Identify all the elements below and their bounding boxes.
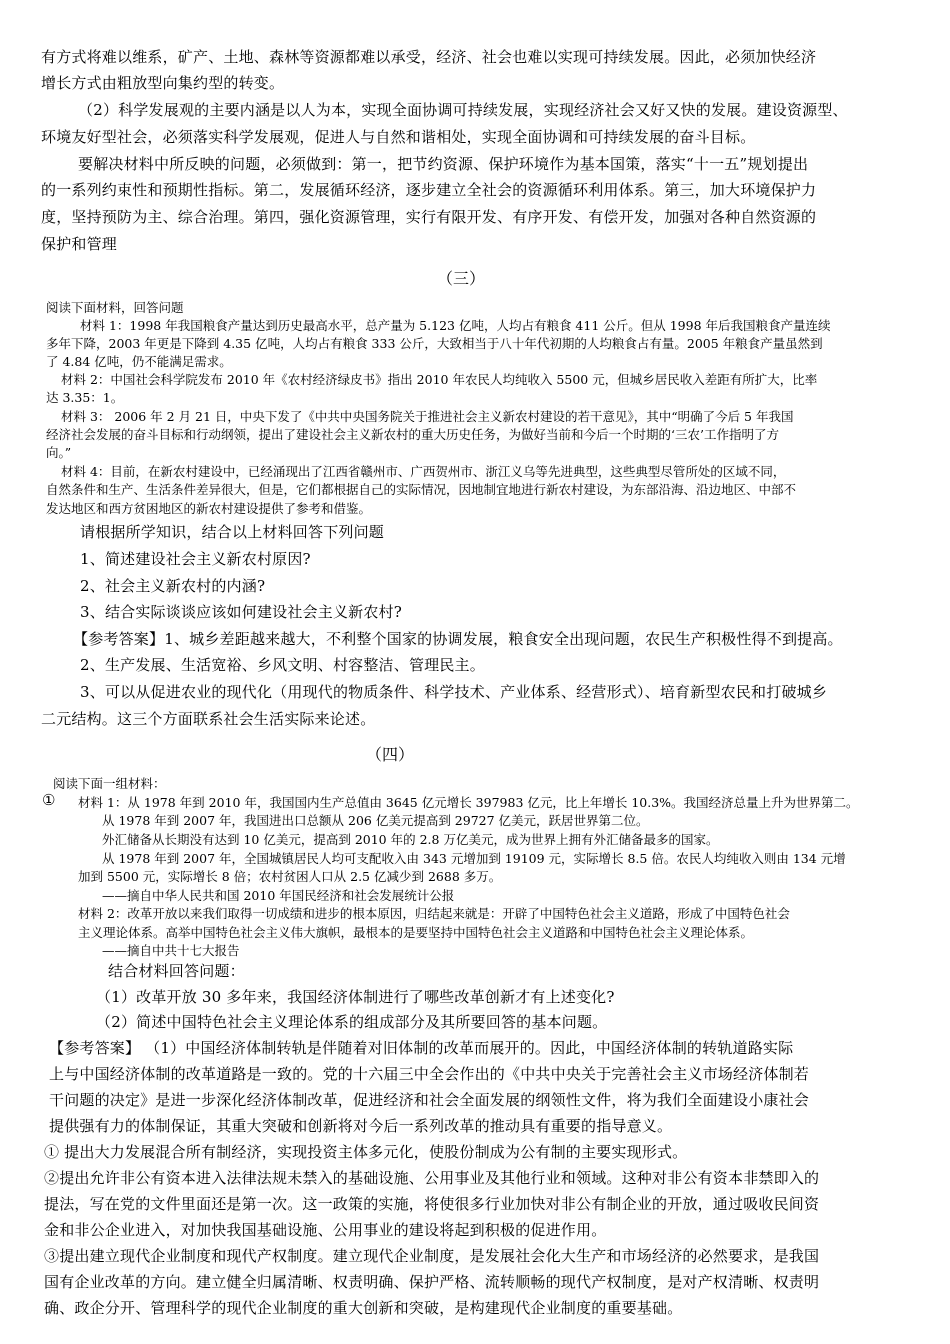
answer-line: 干问题的决定》是进一步深化经济体制改革，促进经济和社会全面发展的纲领性文件，将为我们全面建设小康社会 xyxy=(49,1091,810,1109)
material-line: 多年下降，2003 年更是下降到 4.35 亿吨，人均占有粮食 333 公斤，大致相当于八十年代初期的人均粮食占有量。2005 年粮食产量虽然到 xyxy=(46,336,823,351)
material-line: 经济社会发展的奋斗目标和行动纲领，提出了建设社会主义新农村的重大历史任务，为做好当前和今后一个时期的‘三农’工作指明了方 xyxy=(46,427,779,442)
answer-line: 提供强有力的体制保证，其重大突破和创新将对今后一系列改革的推动具有重要的指导意义。 xyxy=(49,1117,673,1135)
paragraph-line: 增长方式由粗放型向集约型的转变。 xyxy=(41,74,285,92)
answer-point: 确、政企分开、管理科学的现代企业制度的重大创新和突破，是构建现代企业制度的重要基础。 xyxy=(44,1299,683,1317)
material-line: 材料 1：1998 年我国粮食产量达到历史最高水平，总产量为 5.123 亿吨，人均占有粮食 411 公斤。但从 1998 年后我国粮食产量连续 xyxy=(80,318,831,333)
question-prompt: 结合材料回答问题： xyxy=(108,962,245,980)
circled-number: ① xyxy=(42,791,56,809)
answer-line: 2、生产发展、生活宽裕、乡风文明、村容整洁、管理民主。 xyxy=(80,656,485,674)
material-line: 从 1978 年到 2007 年，全国城镇居民人均可支配收入由 343 元增加到 19109 元，实际增长 8.5 倍。农民人均纯收入则由 134 元增 xyxy=(102,851,846,866)
material-line: 加到 5500 元，实际增长 8 倍；农村贫困人口从 2.5 亿减少到 2688 多万。 xyxy=(78,869,502,884)
paragraph-line: 要解决材料中所反映的问题，必须做到：第一，把节约资源、保护环境作为基本国策，落实“十一五”规划提出 xyxy=(78,155,809,173)
question-item: 3、结合实际谈谈应该如何建设社会主义新农村? xyxy=(80,603,402,621)
question-item: （2）简述中国特色社会主义理论体系的组成部分及其所要回答的基本问题。 xyxy=(96,1013,608,1031)
paragraph-line: 有方式将难以维系，矿产、土地、森林等资源都难以承受，经济、社会也难以实现可持续发展。因此，必须加快经济 xyxy=(41,48,817,66)
answer-line: 二元结构。这三个方面联系社会生活实际来论述。 xyxy=(41,710,376,728)
answer-point: 国有企业改革的方向。建立健全归属清晰、权责明确、保护严格、流转顺畅的现代产权制度，是对产权清晰、权责明 xyxy=(44,1273,820,1291)
answer-line: 【参考答案】 （1）中国经济体制转轨是伴随着对旧体制的改革而展开的。因此，中国经济体制的转轨道路实际 xyxy=(49,1039,794,1057)
answer-line: 【参考答案】1、城乡差距越来越大，不利整个国家的协调发展，粮食安全出现问题，农民生产积极性得不到提高。 xyxy=(73,630,843,648)
question-item: （1）改革开放 30 多年来，我国经济体制进行了哪些改革创新才有上述变化? xyxy=(96,988,615,1006)
source-line: ——摘自中共十七大报告 xyxy=(102,943,240,958)
answer-point: 金和非公企业进入，对加快我国基础设施、公用事业的建设将起到积极的促进作用。 xyxy=(44,1221,607,1239)
material-line: 材料 3： 2006 年 2 月 21 日，中央下发了《中共中央国务院关于推进社会主义新农村建设的若干意见》，其中“明确了今后 5 年我国 xyxy=(61,409,794,424)
question-prompt: 请根据所学知识，结合以上材料回答下列问题 xyxy=(80,523,385,541)
material-line: 材料 4：目前，在新农村建设中，已经涌现出了江西省赣州市、广西贺州市、浙江义乌等先进典型，这些典型尽管所处的区域不同， xyxy=(61,464,786,479)
material-line: 了 4.84 亿吨，仍不能满足需求。 xyxy=(46,354,232,369)
answer-point: ① 提出大力发展混合所有制经济，实现投资主体多元化，使股份制成为公有制的主要实现形式。 xyxy=(44,1143,688,1161)
material-line: 材料 2：改革开放以来我们取得一切成绩和进步的根本原因，归结起来就是：开辟了中国特色社会主义道路，形成了中国特色社会 xyxy=(78,906,790,921)
source-line: ——摘自中华人民共和国 2010 年国民经济和社会发展统计公报 xyxy=(102,888,455,903)
answer-point: ②提出允许非公有资本进入法律法规未禁入的基础设施、公用事业及其他行业和领域。这种对非公有资本非禁即入的 xyxy=(44,1169,820,1187)
paragraph-line: 环境友好型社会，必须落实科学发展观，促进人与自然和谐相处，实现全面协调和可持续发展的奋斗目标。 xyxy=(41,128,756,146)
paragraph-line: 度，坚持预防为主、综合治理。第四，强化资源管理，实行有限开发、有序开发、有偿开发，加强对各种自然资源的 xyxy=(41,208,817,226)
answer-line: 上与中国经济体制的改革道路是一致的。党的十六届三中全会作出的《中共中央关于完善社会主义市场经济体制若 xyxy=(49,1065,810,1083)
material-line: 达 3.35：1。 xyxy=(46,390,124,405)
question-item: 2、社会主义新农村的内涵? xyxy=(80,577,266,595)
material-line: 发达地区和西方贫困地区的新农村建设提供了参考和借鉴。 xyxy=(46,501,372,516)
material-line: 主义理论体系。高举中国特色社会主义伟大旗帜，最根本的是要坚持中国特色社会主义道路和中国特色社会主义理论体系。 xyxy=(78,925,754,940)
material-line: 外汇储备从长期没有达到 10 亿美元，提高到 2010 年的 2.8 万亿美元，成为世界上拥有外汇储备最多的国家。 xyxy=(102,832,719,847)
paragraph-line: （2）科学发展观的主要内涵是以人为本，实现全面协调可持续发展，实现经济社会又好又快的发展。建设资源型、 xyxy=(78,101,848,119)
paragraph-line: 保护和管理 xyxy=(41,235,118,253)
paragraph-line: 的一系列约束性和预期性指标。第二，发展循环经济，逐步建立全社会的资源循环利用体系。第三，加大环境保护力 xyxy=(41,181,817,199)
answer-line: 3、可以从促进农业的现代化（用现代的物质条件、科学技术、产业体系、经营形式）、培育新型农民和打破城乡 xyxy=(80,683,828,701)
answer-point: ③提出建立现代企业制度和现代产权制度。建立现代企业制度，是发展社会化大生产和市场经济的必然要求，是我国 xyxy=(44,1247,820,1265)
question-item: 1、简述建设社会主义新农村原因? xyxy=(80,550,311,568)
intro-text: 阅读下面一组材料： xyxy=(53,776,166,791)
intro-text: 阅读下面材料，回答问题 xyxy=(46,300,184,315)
material-line: 向。” xyxy=(46,445,72,460)
material-line: 材料 2：中国社会科学院发布 2010 年《农村经济绿皮书》指出 2010 年农民人均纯收入 5500 元，但城乡居民收入差距有所扩大，比率 xyxy=(61,372,818,387)
section-heading: （四） xyxy=(366,745,415,764)
material-line: 从 1978 年到 2007 年，我国进出口总额从 206 亿美元提高到 29727 亿美元，跃居世界第二位。 xyxy=(102,813,649,828)
material-line: 材料 1：从 1978 年到 2010 年，我国国内生产总值由 3645 亿元增长 397983 亿元，比上年增长 10.3%。我国经济总量上升为世界第二。 xyxy=(78,795,859,810)
section-heading: （三） xyxy=(437,269,486,288)
material-line: 自然条件和生产、生活条件差异很大，但是，它们都根据自己的实际情况，因地制宜地进行新农村建设，为东部沿海、沿边地区、中部不 xyxy=(46,482,797,497)
answer-point: 提法，写在党的文件里面还是第一次。这一政策的实施，将使很多行业加快对非公有制企业的开放，通过吸收民间资 xyxy=(44,1195,820,1213)
